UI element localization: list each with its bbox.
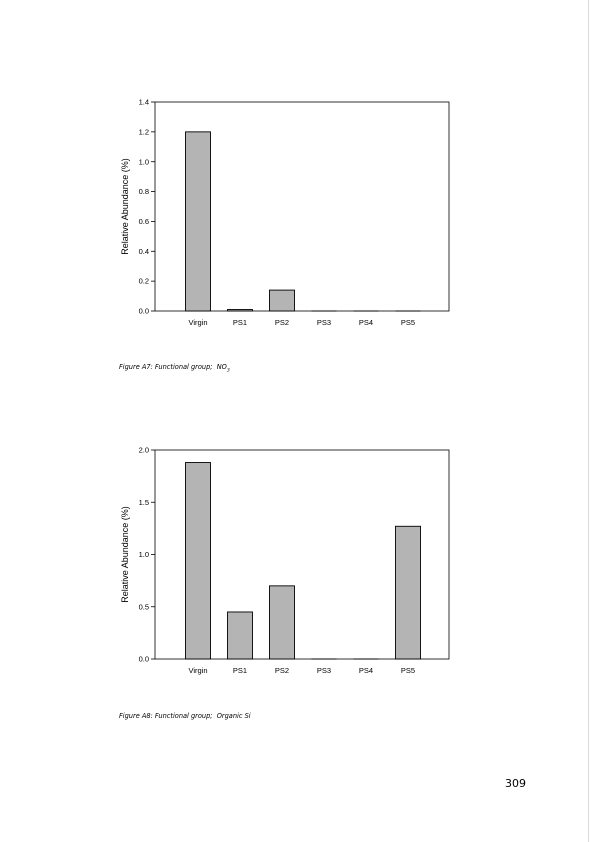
y-tick-label: 1.5 [138,497,149,507]
x-tick-label: PS4 [358,318,374,327]
x-tick-label: PS5 [400,666,416,675]
x-tick-label: PS2 [274,666,290,675]
x-tick-label: Virgin [188,666,208,675]
figure-a7-caption [119,363,230,373]
y-tick-label: 0.4 [138,246,149,256]
y-tick-label: 1.2 [138,127,149,137]
y-tick-label: 0.8 [138,187,149,197]
bar [228,612,253,659]
x-tick-label: PS1 [232,666,248,675]
y-axis-title: Relative Abundance (%) [120,506,130,603]
y-tick-label: 1.0 [138,550,149,560]
figure-a8-caption [119,712,251,722]
x-tick-label: PS5 [400,318,416,327]
x-tick-label: PS3 [316,318,332,327]
y-tick-label: 0.5 [138,602,149,612]
caption-name: NO [216,363,227,371]
page-number: 309 [505,777,526,790]
x-tick-label: PS2 [274,318,290,327]
caption-subscript: 3 [226,368,230,374]
x-tick-label: PS4 [358,666,374,675]
y-tick-label: 0.6 [138,217,149,227]
caption-prefix: Figure A8: Functional group; [119,712,213,720]
y-tick-label: 0.0 [138,654,149,664]
y-tick-label: 1.4 [138,97,149,107]
caption-prefix: Figure A7: Functional group; [119,363,213,371]
x-tick-label: Virgin [188,318,208,327]
y-tick-label: 1.0 [138,157,149,167]
x-tick-label: PS1 [232,318,248,327]
y-tick-label: 0.2 [138,276,149,286]
bar [396,526,421,659]
bar [270,586,295,659]
y-axis-title: Relative Abundance (%) [120,158,130,255]
y-tick-label: 0.0 [138,306,149,316]
y-tick-label: 2.0 [138,445,149,455]
x-tick-label: PS3 [316,666,332,675]
caption-name: Organic Si [216,712,251,720]
bar [186,463,211,659]
